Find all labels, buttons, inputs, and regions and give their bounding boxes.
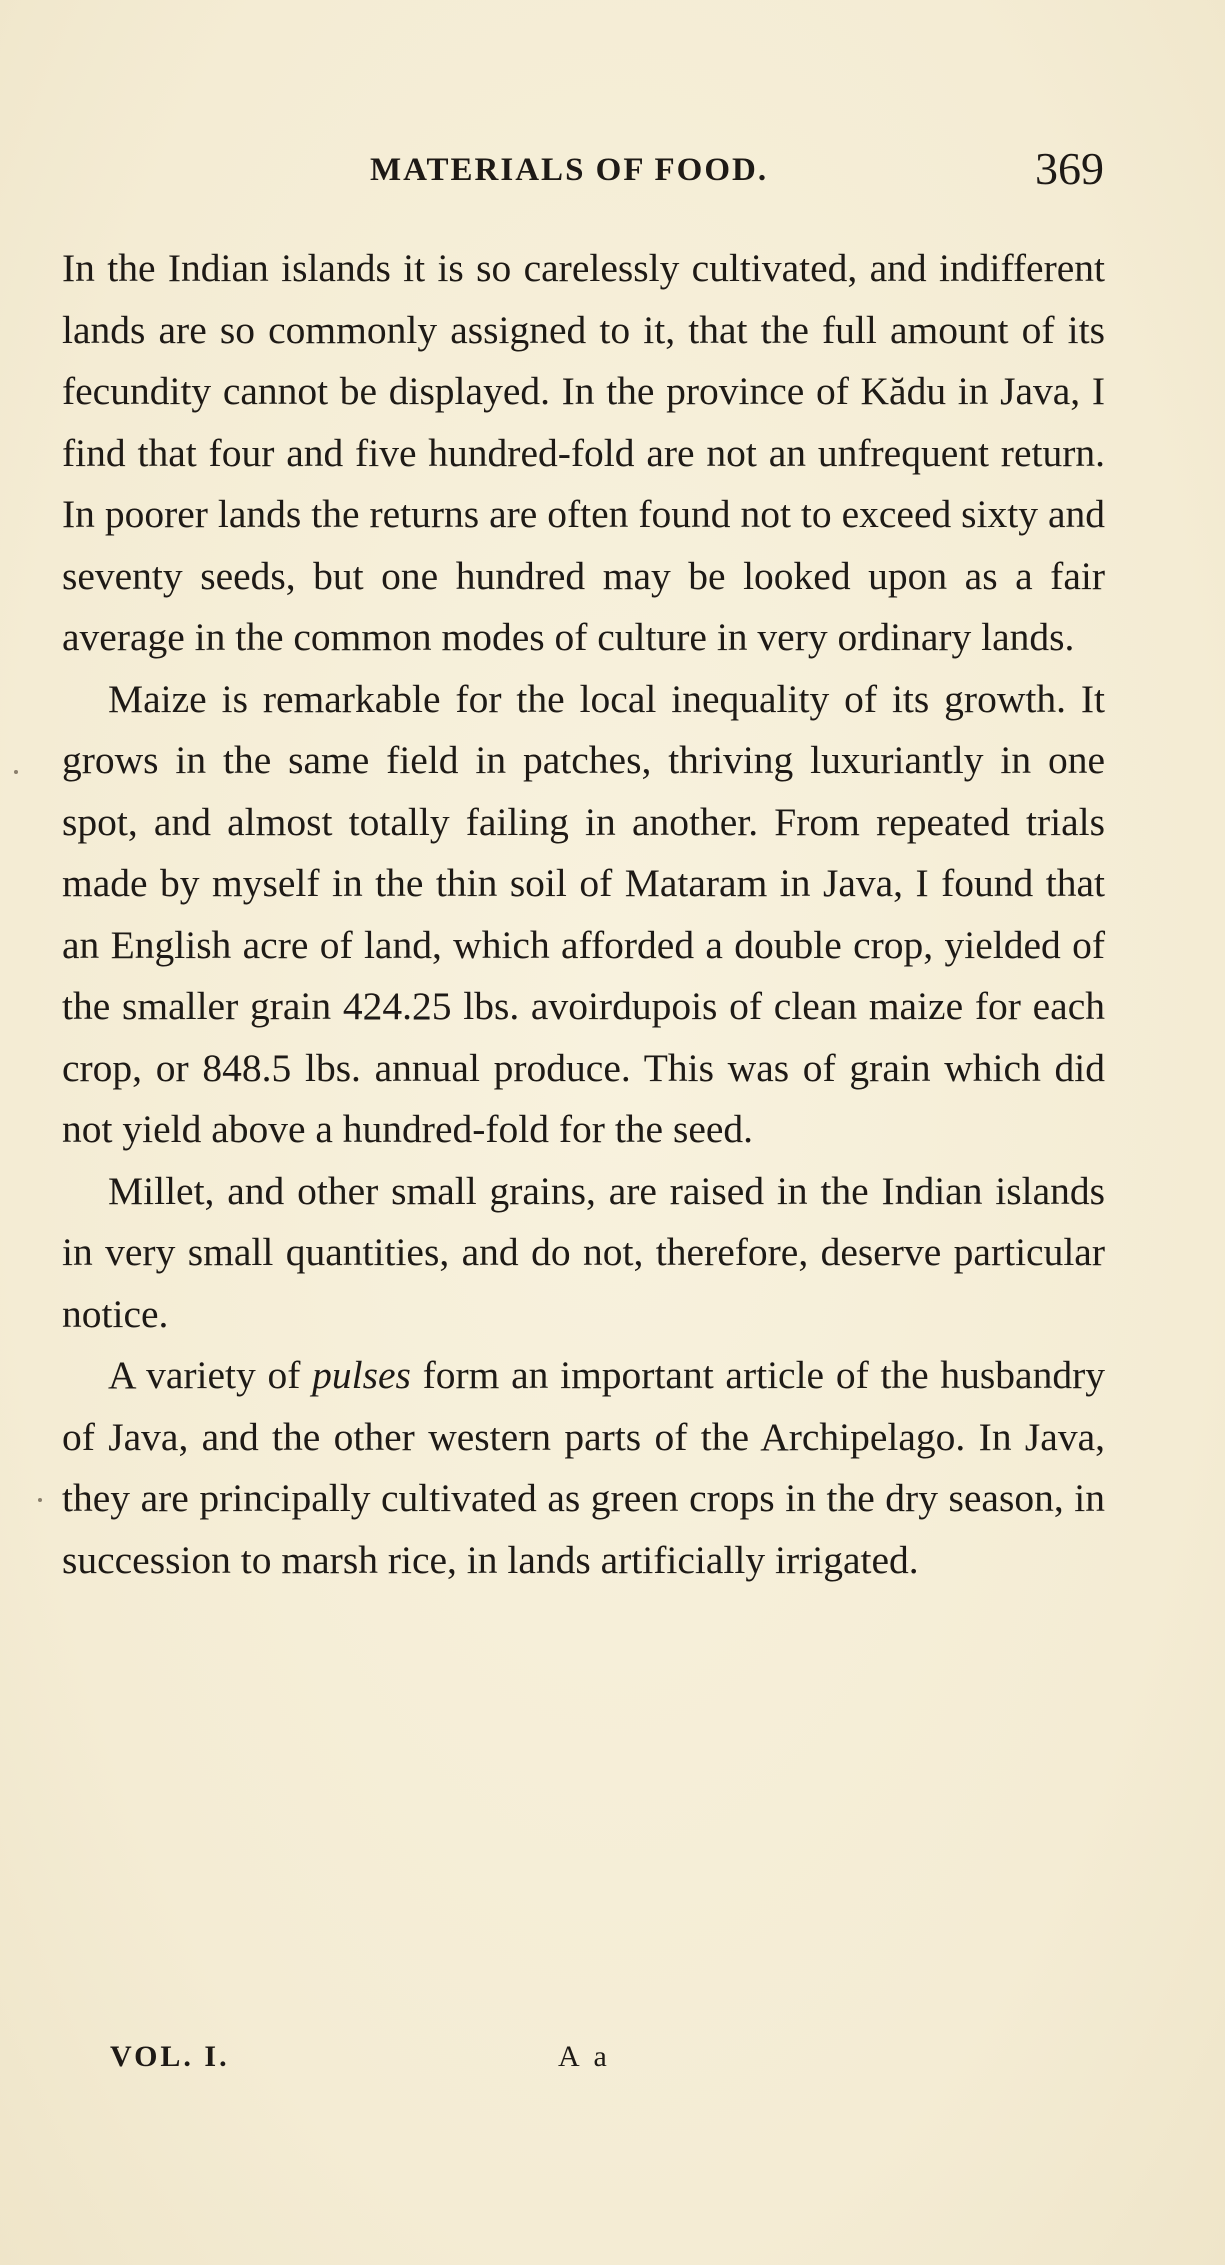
page-footer	[110, 2040, 810, 2090]
paragraph-pulses-italic: pulses	[312, 1353, 411, 1397]
paragraph-pulses-rest: form an important article of the husbandry of Java, and the other western parts of the Archipelago. In Java, they are principally cultivated as green crops in the dry season, in succession to marsh rice, in lands artificially irrigated.	[62, 1353, 1105, 1582]
body-text	[62, 238, 1105, 1591]
paragraph-pulses	[62, 1345, 1105, 1591]
paragraph-millet: Millet, and other small grains, are raised in the Indian islands in very small quantities, and do not, therefore, deserve particular notice.	[62, 1168, 1105, 1336]
signature-mark: A a	[558, 2040, 611, 2073]
margin-speck	[14, 770, 18, 774]
paragraph-pulses-lead: A variety of	[108, 1353, 313, 1397]
margin-speck	[38, 1498, 42, 1502]
paragraph-rice-yield: In the Indian islands it is so carelessly cultivated, and indifferent lands are so commonly assigned to it, that the full amount of its fecundity cannot be displayed. In the province of Kădu in Java, I find that four and five hundred-fold are not an unfrequent return. In poorer lands the returns are often found not to exceed sixty and seventy seeds, but one hundred may be looked upon as a fair average in the common modes of culture in very ordinary lands.	[62, 246, 1105, 659]
paragraph-maize: Maize is remarkable for the local inequality of its growth. It grows in the same field in patches, thriving luxuriantly in one spot, and almost totally failing in another. From repeated trials made by myself in the thin soil of Mataram in Java, I found that an English acre of land, which afforded a double crop, yielded of the smaller grain 424.25 lbs. avoirdupois of clean maize for each crop, or 848.5 lbs. annual produce. This was of grain which did not yield above a hundred-fold for the seed.	[62, 676, 1105, 1151]
running-head	[60, 142, 1104, 202]
page-number: 369	[1035, 143, 1104, 194]
volume-signature: VOL. I.	[110, 2040, 230, 2073]
running-head-title: MATERIALS OF FOOD.	[370, 152, 769, 188]
